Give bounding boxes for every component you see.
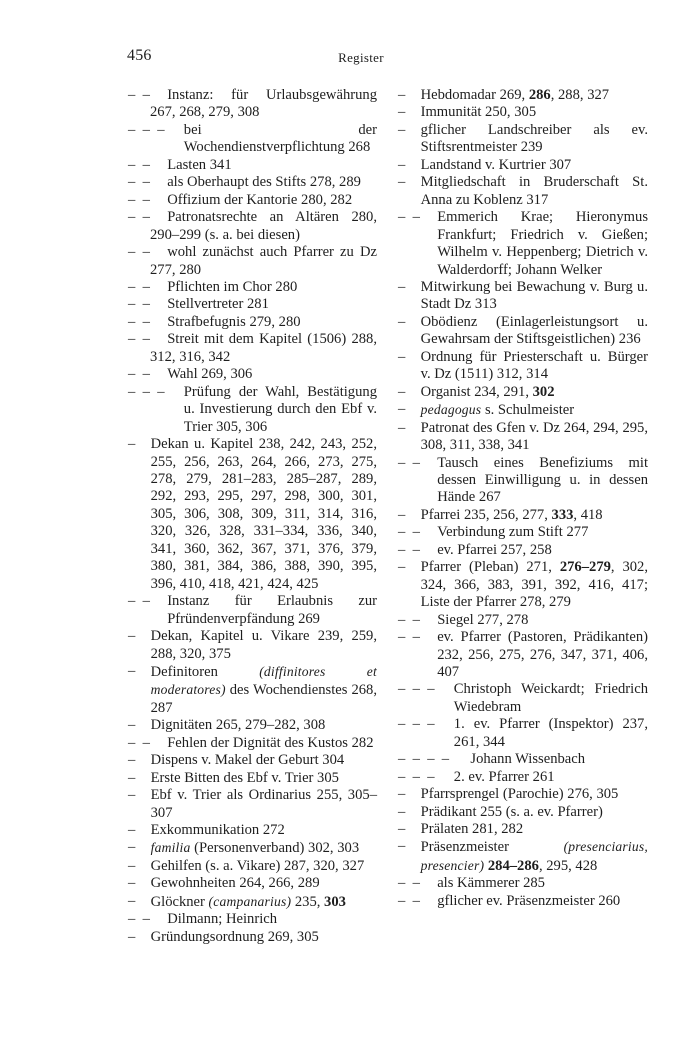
- index-entry: [398, 612, 648, 629]
- entry-text: [421, 157, 648, 174]
- level-dash-marker: –: [398, 87, 406, 103]
- entry-text: [150, 296, 377, 313]
- text-run: Hebdomadar 269,: [420, 87, 529, 103]
- text-run: , 288, 327: [550, 87, 610, 103]
- entry-text: [184, 384, 377, 436]
- index-entry: [128, 929, 377, 946]
- index-entry: [398, 420, 648, 455]
- entry-text: [421, 420, 648, 455]
- index-entry: [128, 787, 377, 822]
- index-entry: [128, 366, 377, 383]
- index-entry: [128, 628, 377, 663]
- entry-text: [421, 821, 648, 838]
- entry-text: [150, 174, 377, 191]
- index-entry: [128, 279, 377, 296]
- level-dash-marker: – –: [398, 611, 420, 628]
- entry-text: [454, 716, 648, 751]
- level-dash-marker: –: [128, 769, 136, 786]
- text-run: Patronatsrechte an Altären 280, 290–299 (s. a. bei diesen): [150, 209, 377, 243]
- level-dash-marker: – –: [128, 156, 150, 173]
- level-dash-marker: – –: [128, 87, 150, 103]
- bold-page-ref: 333: [551, 506, 574, 523]
- index-entry: [398, 821, 648, 838]
- index-entry: [128, 157, 377, 174]
- text-run: 2. ev. Pfarrer 261: [453, 768, 555, 785]
- index-entry: [128, 87, 377, 122]
- page-number: 456: [127, 47, 152, 64]
- bold-page-ref: 286: [528, 87, 551, 103]
- text-run: , 295, 428: [538, 857, 598, 874]
- entry-text: [150, 157, 377, 174]
- index-entry: [398, 769, 648, 786]
- entry-text: [421, 104, 648, 121]
- text-run: Gründungsordnung 269, 305: [150, 928, 319, 945]
- text-run: Johann Wissenbach: [470, 751, 586, 768]
- text-run: Ebf v. Trier als Ordinarius 255, 305–307: [150, 787, 377, 821]
- text-run: Emmerich Krae; Hieronymus Frankfurt; Friedrich v. Gießen; Wilhelm v. Heppenberg; Dietrich v. Walderdorff; Johann Welker: [437, 209, 648, 278]
- index-entry: [398, 279, 648, 314]
- text-run: 235,: [291, 893, 325, 910]
- index-entry: [398, 87, 648, 104]
- entry-text: [151, 628, 377, 663]
- index-column-left: [128, 87, 377, 946]
- index-entry: [398, 384, 648, 401]
- text-run: Pflichten im Chor 280: [167, 278, 298, 295]
- bold-page-ref: 284–286: [487, 857, 539, 874]
- text-run: Streit mit dem Kapitel (1506) 288, 312, 316, 342: [150, 331, 377, 365]
- text-run: (Personenverband) 302, 303: [190, 840, 360, 857]
- index-entry: [128, 839, 377, 857]
- level-dash-marker: –: [398, 174, 406, 191]
- entry-text: [421, 559, 648, 611]
- entry-text: [420, 875, 648, 892]
- index-entry: [128, 244, 377, 279]
- entry-text: [150, 244, 377, 279]
- entry-text: [151, 436, 377, 593]
- level-dash-marker: –: [398, 786, 406, 803]
- entry-text: [420, 893, 648, 910]
- level-dash-marker: –: [128, 822, 136, 839]
- index-entry: [398, 786, 648, 803]
- level-dash-marker: – –: [128, 734, 150, 751]
- entry-text: [151, 752, 377, 769]
- italic-term: (campanarius): [208, 893, 292, 909]
- level-dash-marker: – –: [128, 331, 150, 348]
- text-run: Erste Bitten des Ebf v. Trier 305: [150, 769, 339, 786]
- text-run: Tausch eines Benefiziums mit dessen Einwilligung u. in dessen Hände 267: [437, 454, 648, 506]
- text-run: Gewohnheiten 264, 266, 289: [150, 875, 320, 892]
- text-run: Glöckner: [150, 893, 209, 910]
- entry-text: [421, 122, 648, 157]
- text-run: Prälaten 281, 282: [420, 821, 524, 838]
- level-dash-marker: –: [398, 401, 406, 418]
- index-entry: [128, 875, 377, 892]
- entry-text: [421, 838, 648, 875]
- bold-page-ref: 302: [532, 383, 555, 400]
- entry-text: [150, 192, 377, 209]
- entry-text: [151, 875, 377, 892]
- entry-text: [151, 839, 377, 857]
- entry-text: [421, 384, 648, 401]
- text-run: Prädikant 255 (s. a. ev. Pfarrer): [420, 803, 603, 820]
- level-dash-marker: – – –: [398, 681, 435, 698]
- index-entry: [398, 893, 648, 910]
- entry-text: [151, 858, 377, 875]
- text-run: Patronat des Gfen v. Dz 264, 294, 295, 308, 311, 338, 341: [420, 419, 648, 454]
- entry-text: [150, 209, 377, 244]
- index-entry: [128, 384, 377, 436]
- level-dash-marker: –: [398, 838, 406, 855]
- text-run: Wahl 269, 306: [167, 366, 253, 383]
- text-run: Ordnung für Priesterschaft u. Bürger v. Dz (1511) 312, 314: [420, 348, 648, 383]
- level-dash-marker: – –: [398, 524, 420, 541]
- italic-term: pedagogus: [420, 402, 482, 418]
- level-dash-marker: – –: [398, 209, 420, 226]
- entry-text: [150, 87, 377, 122]
- text-run: Dekan, Kapitel u. Vikare 239, 259, 288, 320, 375: [150, 628, 377, 662]
- text-run: ev. Pfarrei 257, 258: [437, 541, 552, 558]
- level-dash-marker: – – –: [128, 121, 165, 138]
- level-dash-marker: –: [128, 752, 136, 769]
- level-dash-marker: –: [398, 278, 406, 295]
- entry-text: [421, 786, 648, 803]
- running-head: Register: [338, 50, 384, 65]
- italic-term: (presenciarius, presencier): [420, 839, 648, 873]
- text-run: Mitgliedschaft in Bruderschaft St. Anna zu Koblenz 317: [420, 174, 648, 208]
- entry-text: [421, 401, 648, 419]
- text-run: bei der Wochendienstverpflichtung 268: [183, 121, 377, 156]
- level-dash-marker: –: [398, 419, 406, 436]
- entry-text: [421, 174, 648, 209]
- level-dash-marker: –: [128, 839, 136, 856]
- level-dash-marker: – –: [398, 875, 420, 892]
- index-entry: [128, 296, 377, 313]
- index-entry: [398, 804, 648, 821]
- text-run: Dekan u. Kapitel 238, 242, 243, 252, 255, 256, 263, 264, 266, 273, 275, 278, 279, 281–283, 285–287, 289, 292, 293, 295, 297, 298, 300, 301, 305, 306, 308, 309, 311, 314, 316, 320, 326, 328, 331–334, 336, 340, 341, 360, 362, 367, 371, 376, 379, 380, 381, 384, 386, 388, 390, 395, 396, 410, 418, 421, 424, 425: [150, 436, 377, 592]
- entry-text: [421, 279, 648, 314]
- text-run: Christoph Weickardt; Friedrich Wiedebram: [453, 681, 648, 715]
- index-entry: [398, 681, 648, 716]
- text-run: Prüfung der Wahl, Bestätigung u. Investierung durch den Ebf v. Trier 305, 306: [183, 383, 377, 435]
- text-run: Offizium der Kantorie 280, 282: [167, 191, 353, 208]
- index-entry: [398, 838, 648, 875]
- level-dash-marker: – –: [128, 174, 150, 191]
- index-entry: [398, 157, 648, 174]
- index-entry: [128, 893, 377, 911]
- text-run: Stellvertreter 281: [167, 296, 269, 313]
- level-dash-marker: –: [398, 821, 406, 838]
- level-dash-marker: –: [128, 892, 136, 909]
- level-dash-marker: – –: [128, 278, 150, 295]
- text-run: Pfarrei 235, 256, 277,: [420, 506, 552, 523]
- bold-page-ref: 276–279: [559, 559, 611, 576]
- text-run: Strafbefugnis 279, 280: [167, 313, 301, 330]
- level-dash-marker: –: [398, 121, 406, 138]
- level-dash-marker: –: [128, 875, 136, 892]
- index-entry: [398, 507, 648, 524]
- text-run: Definitoren: [150, 663, 260, 680]
- text-run: Dilmann; Heinrich: [167, 911, 278, 928]
- index-entry: [398, 104, 648, 121]
- level-dash-marker: –: [398, 104, 406, 121]
- text-run: Dignitäten 265, 279–282, 308: [150, 717, 326, 734]
- level-dash-marker: –: [128, 662, 136, 679]
- text-run: Fehlen der Dignität des Kustos 282: [167, 734, 374, 751]
- text-run: s. Schulmeister: [481, 402, 575, 419]
- text-run: Lasten 341: [167, 156, 232, 173]
- entry-text: [420, 751, 648, 768]
- entry-text: [420, 524, 648, 541]
- text-run: Pfarrer (Pleban) 271,: [420, 559, 560, 576]
- text-run: als Oberhaupt des Stifts 278, 289: [167, 174, 361, 191]
- index-entry: [128, 314, 377, 331]
- entry-text: [151, 717, 377, 734]
- index-entry: [398, 559, 648, 611]
- index-entry: [128, 331, 377, 366]
- level-dash-marker: – –: [128, 313, 150, 330]
- text-run: Verbindung zum Stift 277: [437, 524, 589, 541]
- entry-text: [151, 787, 377, 822]
- index-entry: [398, 629, 648, 681]
- entry-text: [151, 893, 377, 911]
- entry-text: [421, 507, 648, 524]
- entry-text: [150, 279, 377, 296]
- text-run: Instanz: für Urlaubsgewährung 267, 268, 279, 308: [150, 87, 377, 121]
- level-dash-marker: – –: [128, 366, 150, 383]
- level-dash-marker: –: [128, 857, 136, 874]
- level-dash-marker: –: [128, 436, 136, 453]
- index-entry: [398, 875, 648, 892]
- index-entry: [398, 122, 648, 157]
- text-run: Pfarrsprengel (Parochie) 276, 305: [420, 786, 619, 803]
- level-dash-marker: – –: [128, 244, 150, 261]
- level-dash-marker: – –: [398, 892, 420, 909]
- entry-text: [420, 769, 648, 786]
- text-run: , 302, 324, 366, 383, 391, 392, 416, 417; Liste der Pfarrer 278, 279: [420, 559, 649, 611]
- level-dash-marker: –: [398, 803, 406, 820]
- level-dash-marker: –: [128, 717, 136, 734]
- entry-text: [150, 331, 377, 366]
- index-entry: [398, 524, 648, 541]
- level-dash-marker: – –: [128, 209, 150, 226]
- entry-text: [167, 735, 377, 752]
- index-entry: [398, 542, 648, 559]
- level-dash-marker: –: [398, 156, 406, 173]
- index-entry: [128, 911, 377, 928]
- italic-term: familia: [150, 840, 191, 856]
- entry-text: [151, 929, 377, 946]
- index-entry: [128, 822, 377, 839]
- index-entry: [398, 716, 648, 751]
- entry-text: [420, 542, 648, 559]
- index-entry: [398, 174, 648, 209]
- index-entry: [128, 436, 377, 593]
- text-run: Dispens v. Makel der Geburt 304: [150, 752, 345, 769]
- level-dash-marker: –: [398, 559, 406, 576]
- level-dash-marker: – –: [128, 911, 150, 928]
- level-dash-marker: –: [398, 313, 406, 330]
- text-run: Immunität 250, 305: [420, 104, 537, 121]
- level-dash-marker: – –: [128, 593, 150, 610]
- text-run: Mitwirkung bei Bewachung v. Burg u. Stadt Dz 313: [420, 278, 648, 313]
- text-run: Landstand v. Kurtrier 307: [420, 156, 572, 173]
- text-run: Exkommunikation 272: [150, 822, 285, 839]
- entry-text: [167, 593, 377, 628]
- entry-text: [421, 349, 648, 384]
- index-entry: [398, 401, 648, 419]
- entry-text: [151, 822, 377, 839]
- index-entry: [128, 663, 377, 717]
- level-dash-marker: –: [398, 506, 406, 523]
- index-entry: [128, 192, 377, 209]
- text-run: wohl zunächst auch Pfarrer zu Dz 277, 280: [150, 244, 377, 278]
- level-dash-marker: – –: [398, 454, 420, 471]
- text-run: 1. ev. Pfarrer (Inspektor) 237, 261, 344: [453, 716, 648, 750]
- level-dash-marker: –: [128, 787, 136, 804]
- index-entry: [128, 174, 377, 191]
- level-dash-marker: – –: [398, 629, 420, 646]
- entry-text: [150, 366, 377, 383]
- level-dash-marker: – –: [128, 296, 150, 313]
- entry-text: [421, 87, 648, 104]
- index-entry: [128, 122, 377, 157]
- level-dash-marker: –: [398, 383, 406, 400]
- entry-text: [420, 612, 648, 629]
- entry-text: [151, 663, 377, 717]
- index-entry: [128, 735, 377, 752]
- index-entry: [128, 770, 377, 787]
- index-entry: [128, 752, 377, 769]
- index-entry: [398, 455, 648, 507]
- level-dash-marker: –: [128, 628, 136, 645]
- level-dash-marker: – –: [128, 191, 150, 208]
- bold-page-ref: 303: [324, 893, 346, 910]
- index-entry: [128, 593, 377, 628]
- index-entry: [128, 858, 377, 875]
- text-run: Organist 234, 291,: [420, 383, 533, 400]
- text-run: gflicher ev. Präsenzmeister 260: [437, 892, 621, 909]
- text-run: gflicher Landschreiber als ev. Stiftsrentmeister 239: [420, 121, 648, 156]
- level-dash-marker: – – – –: [398, 751, 450, 768]
- index-entry: [398, 314, 648, 349]
- text-run: ev. Pfarrer (Pastoren, Prädikanten) 232, 256, 275, 276, 347, 371, 406, 407: [437, 629, 648, 680]
- text-run: Siegel 277, 278: [437, 611, 529, 628]
- level-dash-marker: – – –: [128, 383, 165, 400]
- index-entry: [398, 349, 648, 384]
- italic-term: (diffinitores et moderatores): [150, 663, 377, 698]
- entry-text: [421, 804, 648, 821]
- entry-text: [437, 209, 648, 279]
- entry-text: [150, 911, 377, 928]
- index-entry: [128, 717, 377, 734]
- level-dash-marker: – – –: [398, 768, 435, 785]
- text-run: als Kämmerer 285: [437, 875, 545, 892]
- entry-text: [437, 455, 648, 507]
- text-run: Gehilfen (s. a. Vikare) 287, 320, 327: [150, 857, 365, 874]
- text-run: Instanz für Erlaubnis zur Pfründenverpfändung 269: [167, 593, 377, 627]
- index-entry: [398, 751, 648, 768]
- entry-text: [437, 629, 648, 681]
- level-dash-marker: –: [398, 348, 406, 365]
- entry-text: [150, 314, 377, 331]
- index-column-right: [398, 87, 648, 910]
- index-entry: [398, 209, 648, 279]
- text-run: des Wochendienstes 268, 287: [150, 682, 377, 716]
- level-dash-marker: – –: [398, 541, 420, 558]
- entry-text: [151, 770, 377, 787]
- index-entry: [128, 209, 377, 244]
- text-run: Obödienz (Einlagerleistungsort u. Gewahrsam der Stiftsgeistlichen) 236: [420, 313, 648, 348]
- text-run: Präsenzmeister: [420, 839, 564, 856]
- entry-text: [184, 122, 377, 157]
- level-dash-marker: – – –: [398, 716, 435, 733]
- level-dash-marker: –: [128, 928, 136, 945]
- text-run: , 418: [573, 506, 603, 523]
- entry-text: [421, 314, 648, 349]
- entry-text: [454, 681, 648, 716]
